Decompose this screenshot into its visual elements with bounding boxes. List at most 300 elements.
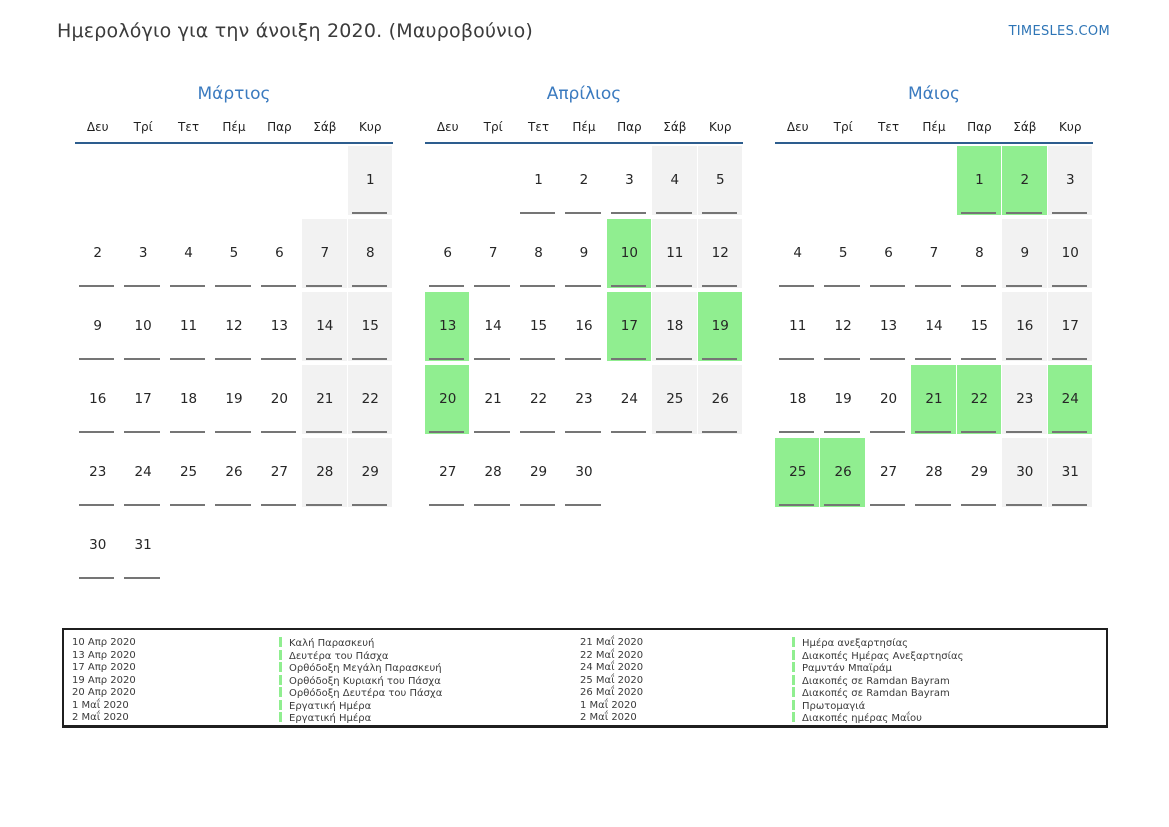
month-title: Μάιος xyxy=(907,84,960,104)
day-cell-holiday xyxy=(425,291,470,364)
week-row xyxy=(425,364,743,437)
day-number: 14 xyxy=(316,318,334,334)
day-cell-empty xyxy=(211,145,256,218)
day-number: 20 xyxy=(270,391,288,407)
week-row xyxy=(775,291,1093,364)
weekday-label: Δευ xyxy=(786,120,809,134)
legend-date: 2 Μαΐ 2020 xyxy=(72,712,129,723)
day-cell xyxy=(166,437,211,510)
day-cell xyxy=(75,218,120,291)
day-number: 1 xyxy=(975,172,984,188)
holiday-marker-bar xyxy=(792,687,795,697)
day-underline xyxy=(124,431,159,433)
day-number: 28 xyxy=(316,464,334,480)
day-cell xyxy=(775,364,820,437)
day-number: 30 xyxy=(575,464,593,480)
day-number: 11 xyxy=(666,245,684,261)
day-cell xyxy=(120,437,165,510)
day-cell-empty xyxy=(470,145,515,218)
legend-date: 2 Μαΐ 2020 xyxy=(580,712,637,723)
day-underline xyxy=(1052,285,1087,287)
weekday-label: Παρ xyxy=(267,120,292,134)
weekday-label: Τρί xyxy=(483,120,503,134)
day-number: 21 xyxy=(484,391,502,407)
holiday-marker-bar xyxy=(279,650,282,660)
day-number: 21 xyxy=(925,391,943,407)
legend-holiday-name: Ραμντάν Μπαϊράμ xyxy=(792,662,1106,675)
site-link[interactable]: TIMESLES.COM xyxy=(1008,24,1110,39)
day-underline xyxy=(124,577,159,579)
day-cell xyxy=(911,218,956,291)
legend-date: 1 Μαΐ 2020 xyxy=(72,699,129,711)
day-underline xyxy=(870,358,905,360)
day-number: 23 xyxy=(1016,391,1034,407)
day-cell xyxy=(1002,291,1047,364)
day-number: 2 xyxy=(1020,172,1030,188)
day-cell-empty xyxy=(820,145,865,218)
day-cell xyxy=(120,218,165,291)
day-cell xyxy=(120,510,165,583)
day-cell xyxy=(211,291,256,364)
day-cell xyxy=(652,218,697,291)
day-cell-holiday xyxy=(911,364,956,437)
week-row xyxy=(775,218,1093,291)
day-cell xyxy=(607,145,652,218)
month-block xyxy=(75,82,393,583)
day-cell xyxy=(302,437,347,510)
day-cell-holiday xyxy=(957,364,1002,437)
day-number: 1 xyxy=(534,172,543,188)
day-underline xyxy=(656,212,691,214)
day-cell xyxy=(257,364,302,437)
day-underline xyxy=(1052,504,1087,506)
day-underline xyxy=(1052,358,1087,360)
day-cell xyxy=(1048,145,1093,218)
day-number: 4 xyxy=(670,172,680,188)
day-cell-empty xyxy=(652,437,697,510)
day-number: 11 xyxy=(179,318,198,334)
day-underline xyxy=(306,431,341,433)
day-cell xyxy=(348,218,393,291)
day-cell xyxy=(957,437,1002,510)
day-underline xyxy=(1006,212,1041,214)
day-underline xyxy=(611,431,646,433)
day-cell xyxy=(1048,291,1093,364)
day-number: 25 xyxy=(666,391,684,407)
day-number: 17 xyxy=(620,318,638,334)
month-block xyxy=(425,82,743,583)
day-cell xyxy=(516,145,561,218)
day-number: 29 xyxy=(529,464,548,480)
day-underline xyxy=(215,358,250,360)
day-cell-empty xyxy=(698,437,743,510)
weekday-label: Δευ xyxy=(436,120,459,134)
day-underline xyxy=(520,504,555,506)
day-number: 3 xyxy=(1065,172,1075,188)
day-underline xyxy=(429,431,464,433)
day-cell xyxy=(348,437,393,510)
day-cell xyxy=(698,145,743,218)
day-number: 1 xyxy=(365,172,375,188)
day-number: 14 xyxy=(925,318,943,334)
day-underline xyxy=(215,285,250,287)
weekday-label: Πέμ xyxy=(922,120,946,134)
weekday-label: Πέμ xyxy=(222,120,246,134)
day-cell xyxy=(75,291,120,364)
day-underline xyxy=(170,285,205,287)
day-cell xyxy=(775,218,820,291)
day-cell xyxy=(516,364,561,437)
legend-date: 21 Μαΐ 2020 xyxy=(580,637,644,648)
day-cell-empty xyxy=(607,437,652,510)
day-number: 10 xyxy=(134,318,152,334)
legend-date: 22 Μαΐ 2020 xyxy=(580,649,644,661)
month-title: Μάρτιος xyxy=(197,84,271,104)
weekday-label: Κυρ xyxy=(1059,120,1082,134)
legend-holiday-name: Ορθόδοξη Μεγάλη Παρασκευή xyxy=(279,662,580,675)
day-number: 23 xyxy=(89,464,107,480)
weekday-header-row xyxy=(775,120,1093,144)
weekday-label: Τετ xyxy=(878,120,900,134)
legend-holiday-name: Εργατική Ημέρα xyxy=(279,712,580,725)
day-underline xyxy=(429,504,464,506)
holiday-marker-bar xyxy=(279,675,282,685)
day-underline xyxy=(261,431,296,433)
day-underline xyxy=(779,285,814,287)
day-number: 6 xyxy=(275,245,284,261)
day-underline xyxy=(1052,431,1087,433)
day-underline xyxy=(352,431,387,433)
day-underline xyxy=(611,358,646,360)
day-underline xyxy=(870,431,905,433)
day-cell-holiday xyxy=(775,437,820,510)
day-number: 16 xyxy=(575,318,593,334)
day-number: 15 xyxy=(529,318,548,334)
day-number: 18 xyxy=(179,391,198,407)
day-number: 8 xyxy=(365,245,375,261)
legend-dates-right xyxy=(580,637,792,725)
day-cell xyxy=(1002,364,1047,437)
day-underline xyxy=(124,504,159,506)
day-number: 7 xyxy=(320,245,330,261)
day-underline xyxy=(429,285,464,287)
holiday-marker-bar xyxy=(792,712,795,722)
day-cell xyxy=(561,364,606,437)
day-underline xyxy=(565,212,600,214)
day-number: 8 xyxy=(534,245,543,261)
legend-holiday-name: Ορθόδοξη Δευτέρα του Πάσχα xyxy=(279,687,580,700)
day-number: 19 xyxy=(834,391,852,407)
day-underline xyxy=(565,431,600,433)
day-underline xyxy=(520,358,555,360)
day-number: 10 xyxy=(1061,245,1079,261)
day-underline xyxy=(261,285,296,287)
day-underline xyxy=(1006,358,1041,360)
day-cell-empty xyxy=(166,510,211,583)
month-block xyxy=(775,82,1093,583)
day-cell xyxy=(652,145,697,218)
day-underline xyxy=(1052,212,1087,214)
day-cell-holiday xyxy=(607,291,652,364)
day-underline xyxy=(474,431,509,433)
day-number: 24 xyxy=(1061,391,1079,407)
day-number: 27 xyxy=(439,464,457,480)
day-underline xyxy=(961,212,996,214)
day-cell xyxy=(516,218,561,291)
legend-date: 10 Απρ 2020 xyxy=(72,637,136,648)
day-cell xyxy=(866,364,911,437)
day-number: 31 xyxy=(134,537,152,553)
holiday-marker-bar xyxy=(279,712,282,722)
week-row xyxy=(775,437,1093,510)
day-underline xyxy=(429,358,464,360)
legend-date: 19 Απρ 2020 xyxy=(72,674,136,686)
week-row xyxy=(75,218,393,291)
legend-holiday-name: Πρωτομαγιά xyxy=(792,700,1106,713)
day-underline xyxy=(474,358,509,360)
months-row xyxy=(75,82,1093,583)
day-underline xyxy=(824,431,859,433)
day-underline xyxy=(656,431,691,433)
day-number: 5 xyxy=(838,245,848,261)
legend-date: 1 Μαΐ 2020 xyxy=(580,699,637,711)
weekday-label: Τρί xyxy=(133,120,153,134)
day-number: 9 xyxy=(93,318,102,334)
holiday-marker-bar xyxy=(792,637,795,647)
holiday-marker-bar xyxy=(279,687,282,697)
day-underline xyxy=(961,285,996,287)
day-cell-empty xyxy=(348,510,393,583)
weekday-label: Παρ xyxy=(617,120,642,134)
day-number: 13 xyxy=(439,318,457,334)
day-underline xyxy=(352,504,387,506)
day-cell xyxy=(470,218,515,291)
weekday-label: Κυρ xyxy=(359,120,382,134)
day-number: 22 xyxy=(361,391,379,407)
day-cell-empty xyxy=(120,145,165,218)
week-row xyxy=(425,218,743,291)
day-underline xyxy=(170,431,205,433)
day-number: 22 xyxy=(529,391,548,407)
day-underline xyxy=(79,577,114,579)
day-underline xyxy=(824,358,859,360)
day-number: 4 xyxy=(793,245,802,261)
day-cell xyxy=(257,218,302,291)
day-cell-holiday xyxy=(957,145,1002,218)
day-underline xyxy=(1006,504,1041,506)
day-cell-empty xyxy=(425,145,470,218)
day-cell xyxy=(470,437,515,510)
weekday-label: Τετ xyxy=(178,120,200,134)
day-cell-holiday xyxy=(425,364,470,437)
day-number: 13 xyxy=(270,318,288,334)
day-cell xyxy=(698,218,743,291)
day-number: 7 xyxy=(488,245,498,261)
day-underline xyxy=(215,431,250,433)
day-underline xyxy=(702,285,737,287)
day-underline xyxy=(170,504,205,506)
day-underline xyxy=(1006,431,1041,433)
holiday-marker-bar xyxy=(792,700,795,710)
day-underline xyxy=(306,504,341,506)
day-underline xyxy=(870,504,905,506)
legend-holiday-name: Ημέρα ανεξαρτησίας xyxy=(792,637,1106,650)
legend-holiday-name: Καλή Παρασκευή xyxy=(279,637,580,650)
month-grid xyxy=(775,145,1093,510)
weekday-label: Τετ xyxy=(528,120,550,134)
day-underline xyxy=(565,285,600,287)
day-cell xyxy=(302,291,347,364)
day-underline xyxy=(824,285,859,287)
day-underline xyxy=(124,285,159,287)
day-number: 6 xyxy=(443,245,452,261)
day-cell xyxy=(775,291,820,364)
day-number: 20 xyxy=(879,391,898,407)
day-cell-holiday xyxy=(698,291,743,364)
holiday-marker-bar xyxy=(279,637,282,647)
day-underline xyxy=(352,212,387,214)
day-underline xyxy=(961,358,996,360)
day-underline xyxy=(520,431,555,433)
day-number: 30 xyxy=(89,537,107,553)
weekday-header-row xyxy=(425,120,743,144)
day-number: 12 xyxy=(834,318,852,334)
day-number: 2 xyxy=(93,245,102,261)
day-cell xyxy=(211,437,256,510)
day-cell xyxy=(820,364,865,437)
weekday-label: Πέμ xyxy=(572,120,596,134)
day-number: 9 xyxy=(579,245,589,261)
day-number: 18 xyxy=(789,391,807,407)
day-cell xyxy=(1002,437,1047,510)
day-number: 20 xyxy=(439,391,457,407)
day-number: 16 xyxy=(1016,318,1034,334)
day-underline xyxy=(79,504,114,506)
day-cell-holiday xyxy=(1048,364,1093,437)
day-number: 28 xyxy=(484,464,502,480)
day-cell xyxy=(911,437,956,510)
day-underline xyxy=(870,285,905,287)
day-cell xyxy=(866,291,911,364)
day-cell xyxy=(257,291,302,364)
week-row xyxy=(75,437,393,510)
day-cell xyxy=(166,291,211,364)
holiday-marker-bar xyxy=(792,650,795,660)
legend-holiday-name: Διακοπές Ημέρας Ανεξαρτησίας xyxy=(792,650,1106,663)
day-cell xyxy=(820,218,865,291)
day-cell xyxy=(75,510,120,583)
legend-holiday-name: Ορθόδοξη Κυριακή του Πάσχα xyxy=(279,675,580,688)
day-number: 26 xyxy=(711,391,729,407)
month-grid xyxy=(75,145,393,583)
day-cell xyxy=(211,364,256,437)
weekday-label: Τρί xyxy=(833,120,853,134)
day-cell xyxy=(75,437,120,510)
day-number: 16 xyxy=(89,391,107,407)
day-cell xyxy=(561,145,606,218)
day-cell-empty xyxy=(257,145,302,218)
day-cell-empty xyxy=(775,145,820,218)
page-title: Ημερολόγιο για την άνοιξη 2020. (Μαυροβούνιο) xyxy=(57,20,534,42)
day-cell xyxy=(257,437,302,510)
day-cell xyxy=(120,291,165,364)
day-number: 23 xyxy=(575,391,593,407)
day-underline xyxy=(79,358,114,360)
day-underline xyxy=(779,358,814,360)
day-underline xyxy=(779,504,814,506)
legend-date: 24 Μαΐ 2020 xyxy=(580,662,644,673)
day-number: 8 xyxy=(975,245,984,261)
day-number: 14 xyxy=(484,318,502,334)
day-number: 21 xyxy=(316,391,334,407)
day-cell xyxy=(652,291,697,364)
weekday-label: Δευ xyxy=(86,120,109,134)
day-cell-holiday xyxy=(1002,145,1047,218)
week-row xyxy=(775,364,1093,437)
day-cell xyxy=(470,291,515,364)
day-underline xyxy=(611,285,646,287)
day-cell xyxy=(561,437,606,510)
weekday-label: Κυρ xyxy=(709,120,732,134)
day-cell-empty xyxy=(166,145,211,218)
day-underline xyxy=(261,504,296,506)
holiday-marker-bar xyxy=(279,700,282,710)
day-cell xyxy=(425,218,470,291)
day-underline xyxy=(170,358,205,360)
day-number: 27 xyxy=(270,464,288,480)
day-number: 25 xyxy=(789,464,807,480)
day-cell xyxy=(120,364,165,437)
day-underline xyxy=(702,212,737,214)
day-number: 9 xyxy=(1020,245,1030,261)
legend-names-right xyxy=(792,637,1106,725)
week-row xyxy=(775,145,1093,218)
legend-names-left xyxy=(279,637,580,725)
day-cell xyxy=(911,291,956,364)
day-number: 3 xyxy=(138,245,148,261)
day-cell xyxy=(698,364,743,437)
day-underline xyxy=(474,285,509,287)
day-number: 10 xyxy=(620,245,638,261)
day-cell xyxy=(561,291,606,364)
day-cell xyxy=(1048,218,1093,291)
day-cell-empty xyxy=(257,510,302,583)
day-cell xyxy=(166,364,211,437)
day-number: 26 xyxy=(225,464,243,480)
day-number: 15 xyxy=(361,318,379,334)
day-underline xyxy=(702,358,737,360)
day-number: 22 xyxy=(970,391,988,407)
day-cell xyxy=(607,364,652,437)
day-number: 17 xyxy=(134,391,152,407)
week-row xyxy=(425,291,743,364)
day-underline xyxy=(306,285,341,287)
month-grid xyxy=(425,145,743,510)
day-number: 12 xyxy=(225,318,243,334)
day-underline xyxy=(79,285,114,287)
day-number: 17 xyxy=(1061,318,1079,334)
day-number: 5 xyxy=(715,172,725,188)
day-cell-empty xyxy=(211,510,256,583)
day-cell xyxy=(561,218,606,291)
week-row xyxy=(75,145,393,218)
legend-date: 13 Απρ 2020 xyxy=(72,649,136,661)
day-number: 19 xyxy=(711,318,729,334)
holiday-marker-bar xyxy=(792,662,795,672)
day-cell xyxy=(866,437,911,510)
day-number: 6 xyxy=(884,245,893,261)
day-underline xyxy=(915,504,950,506)
